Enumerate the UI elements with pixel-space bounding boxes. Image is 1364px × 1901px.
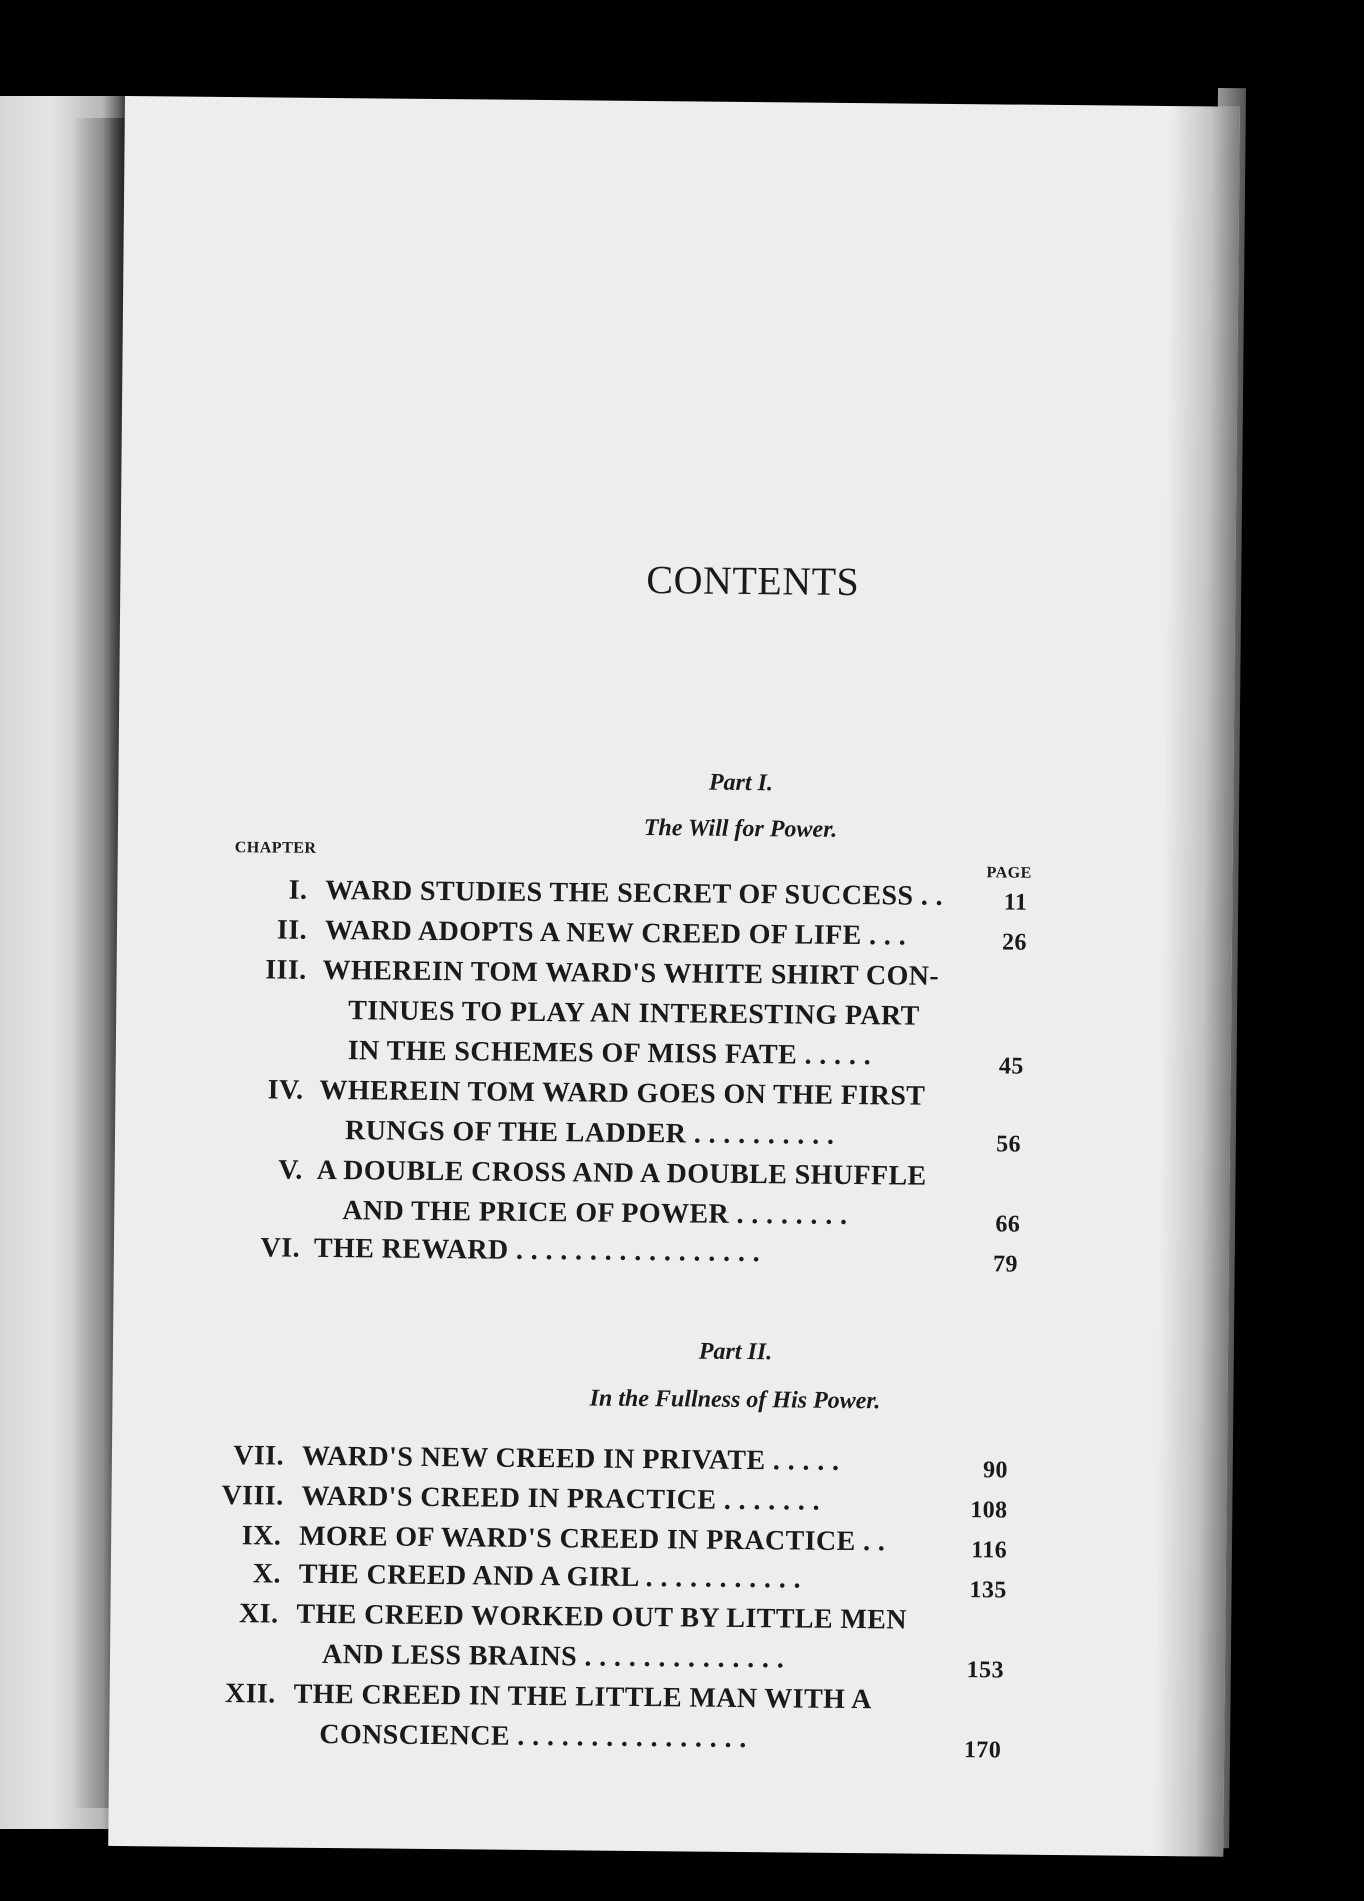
chapter-title-line: THE CREED AND A GIRL . . . . . . . . . . . xyxy=(298,1558,802,1595)
chapter-number: V. xyxy=(278,1154,303,1186)
chapter-title-line: WARD'S NEW CREED IN PRIVATE . . . . . xyxy=(301,1440,840,1477)
part-2-label: Part II. xyxy=(698,1338,773,1366)
chapter-title-line: CONSCIENCE . . . . . . . . . . . . . . . . xyxy=(319,1718,747,1755)
page-number: 11 xyxy=(1003,889,1028,916)
chapter-title-line: WARD STUDIES THE SECRET OF SUCCESS . . xyxy=(325,874,944,912)
chapter-title-line: WHEREIN TOM WARD'S WHITE SHIRT CON- xyxy=(322,954,940,992)
part-2-subtitle: In the Fullness of His Power. xyxy=(589,1385,881,1415)
page-number: 79 xyxy=(992,1251,1018,1278)
chapter-title-line: AND THE PRICE OF POWER . . . . . . . . xyxy=(342,1195,848,1231)
page-number: 116 xyxy=(971,1537,1008,1564)
chapter-number: IV. xyxy=(267,1074,304,1106)
chapter-title-line: WARD'S CREED IN PRACTICE . . . . . . . xyxy=(301,1480,821,1517)
chapter-number: II. xyxy=(276,914,308,946)
chapter-column-label: CHAPTER xyxy=(234,839,317,857)
chapter-number: IX. xyxy=(241,1520,282,1552)
page-number: 56 xyxy=(996,1131,1022,1158)
page-number: 66 xyxy=(995,1211,1021,1238)
chapter-title-line: THE CREED IN THE LITTLE MAN WITH A xyxy=(293,1678,872,1716)
part-1-label: Part I. xyxy=(708,769,774,797)
chapter-number: VII. xyxy=(233,1440,285,1472)
chapter-number: XII. xyxy=(224,1678,276,1710)
chapter-title-line: IN THE SCHEMES OF MISS FATE . . . . . xyxy=(347,1035,872,1072)
page-number: 153 xyxy=(966,1657,1005,1684)
contents-heading: CONTENTS xyxy=(646,557,860,605)
chapter-title-line: A DOUBLE CROSS AND A DOUBLE SHUFFLE xyxy=(316,1154,927,1192)
chapter-title-line: WARD ADOPTS A NEW CREED OF LIFE . . . xyxy=(324,914,907,952)
page-number: 26 xyxy=(1001,929,1028,956)
chapter-number: X. xyxy=(252,1558,281,1590)
chapter-title-line: RUNGS OF THE LADDER . . . . . . . . . . xyxy=(344,1115,835,1151)
page-number: 108 xyxy=(970,1497,1008,1524)
chapter-title-line: WHEREIN TOM WARD GOES ON THE FIRST xyxy=(319,1074,926,1112)
page-number: 45 xyxy=(998,1053,1024,1080)
chapter-number: III. xyxy=(265,954,307,986)
book-page xyxy=(108,96,1240,1857)
page-number: 90 xyxy=(982,1457,1008,1484)
chapter-title-line: THE CREED WORKED OUT BY LITTLE MEN xyxy=(296,1598,908,1636)
chapter-title-line: MORE OF WARD'S CREED IN PRACTICE . . xyxy=(299,1520,886,1558)
page-number: 135 xyxy=(969,1577,1007,1604)
chapter-number: XI. xyxy=(238,1598,279,1630)
page-column-label: PAGE xyxy=(986,864,1032,882)
part-1-subtitle: The Will for Power. xyxy=(643,815,838,843)
chapter-number: VIII. xyxy=(221,1479,284,1512)
chapter-title-line: AND LESS BRAINS . . . . . . . . . . . . . . xyxy=(321,1638,785,1675)
chapter-title-line: THE REWARD . . . . . . . . . . . . . . . . . xyxy=(313,1232,761,1269)
chapter-number: I. xyxy=(288,874,308,906)
table-of-contents xyxy=(108,96,1240,1857)
chapter-title-line: TINUES TO PLAY AN INTERESTING PART xyxy=(348,995,920,1032)
chapter-number: VI. xyxy=(260,1232,301,1264)
page-number: 170 xyxy=(963,1737,1002,1764)
